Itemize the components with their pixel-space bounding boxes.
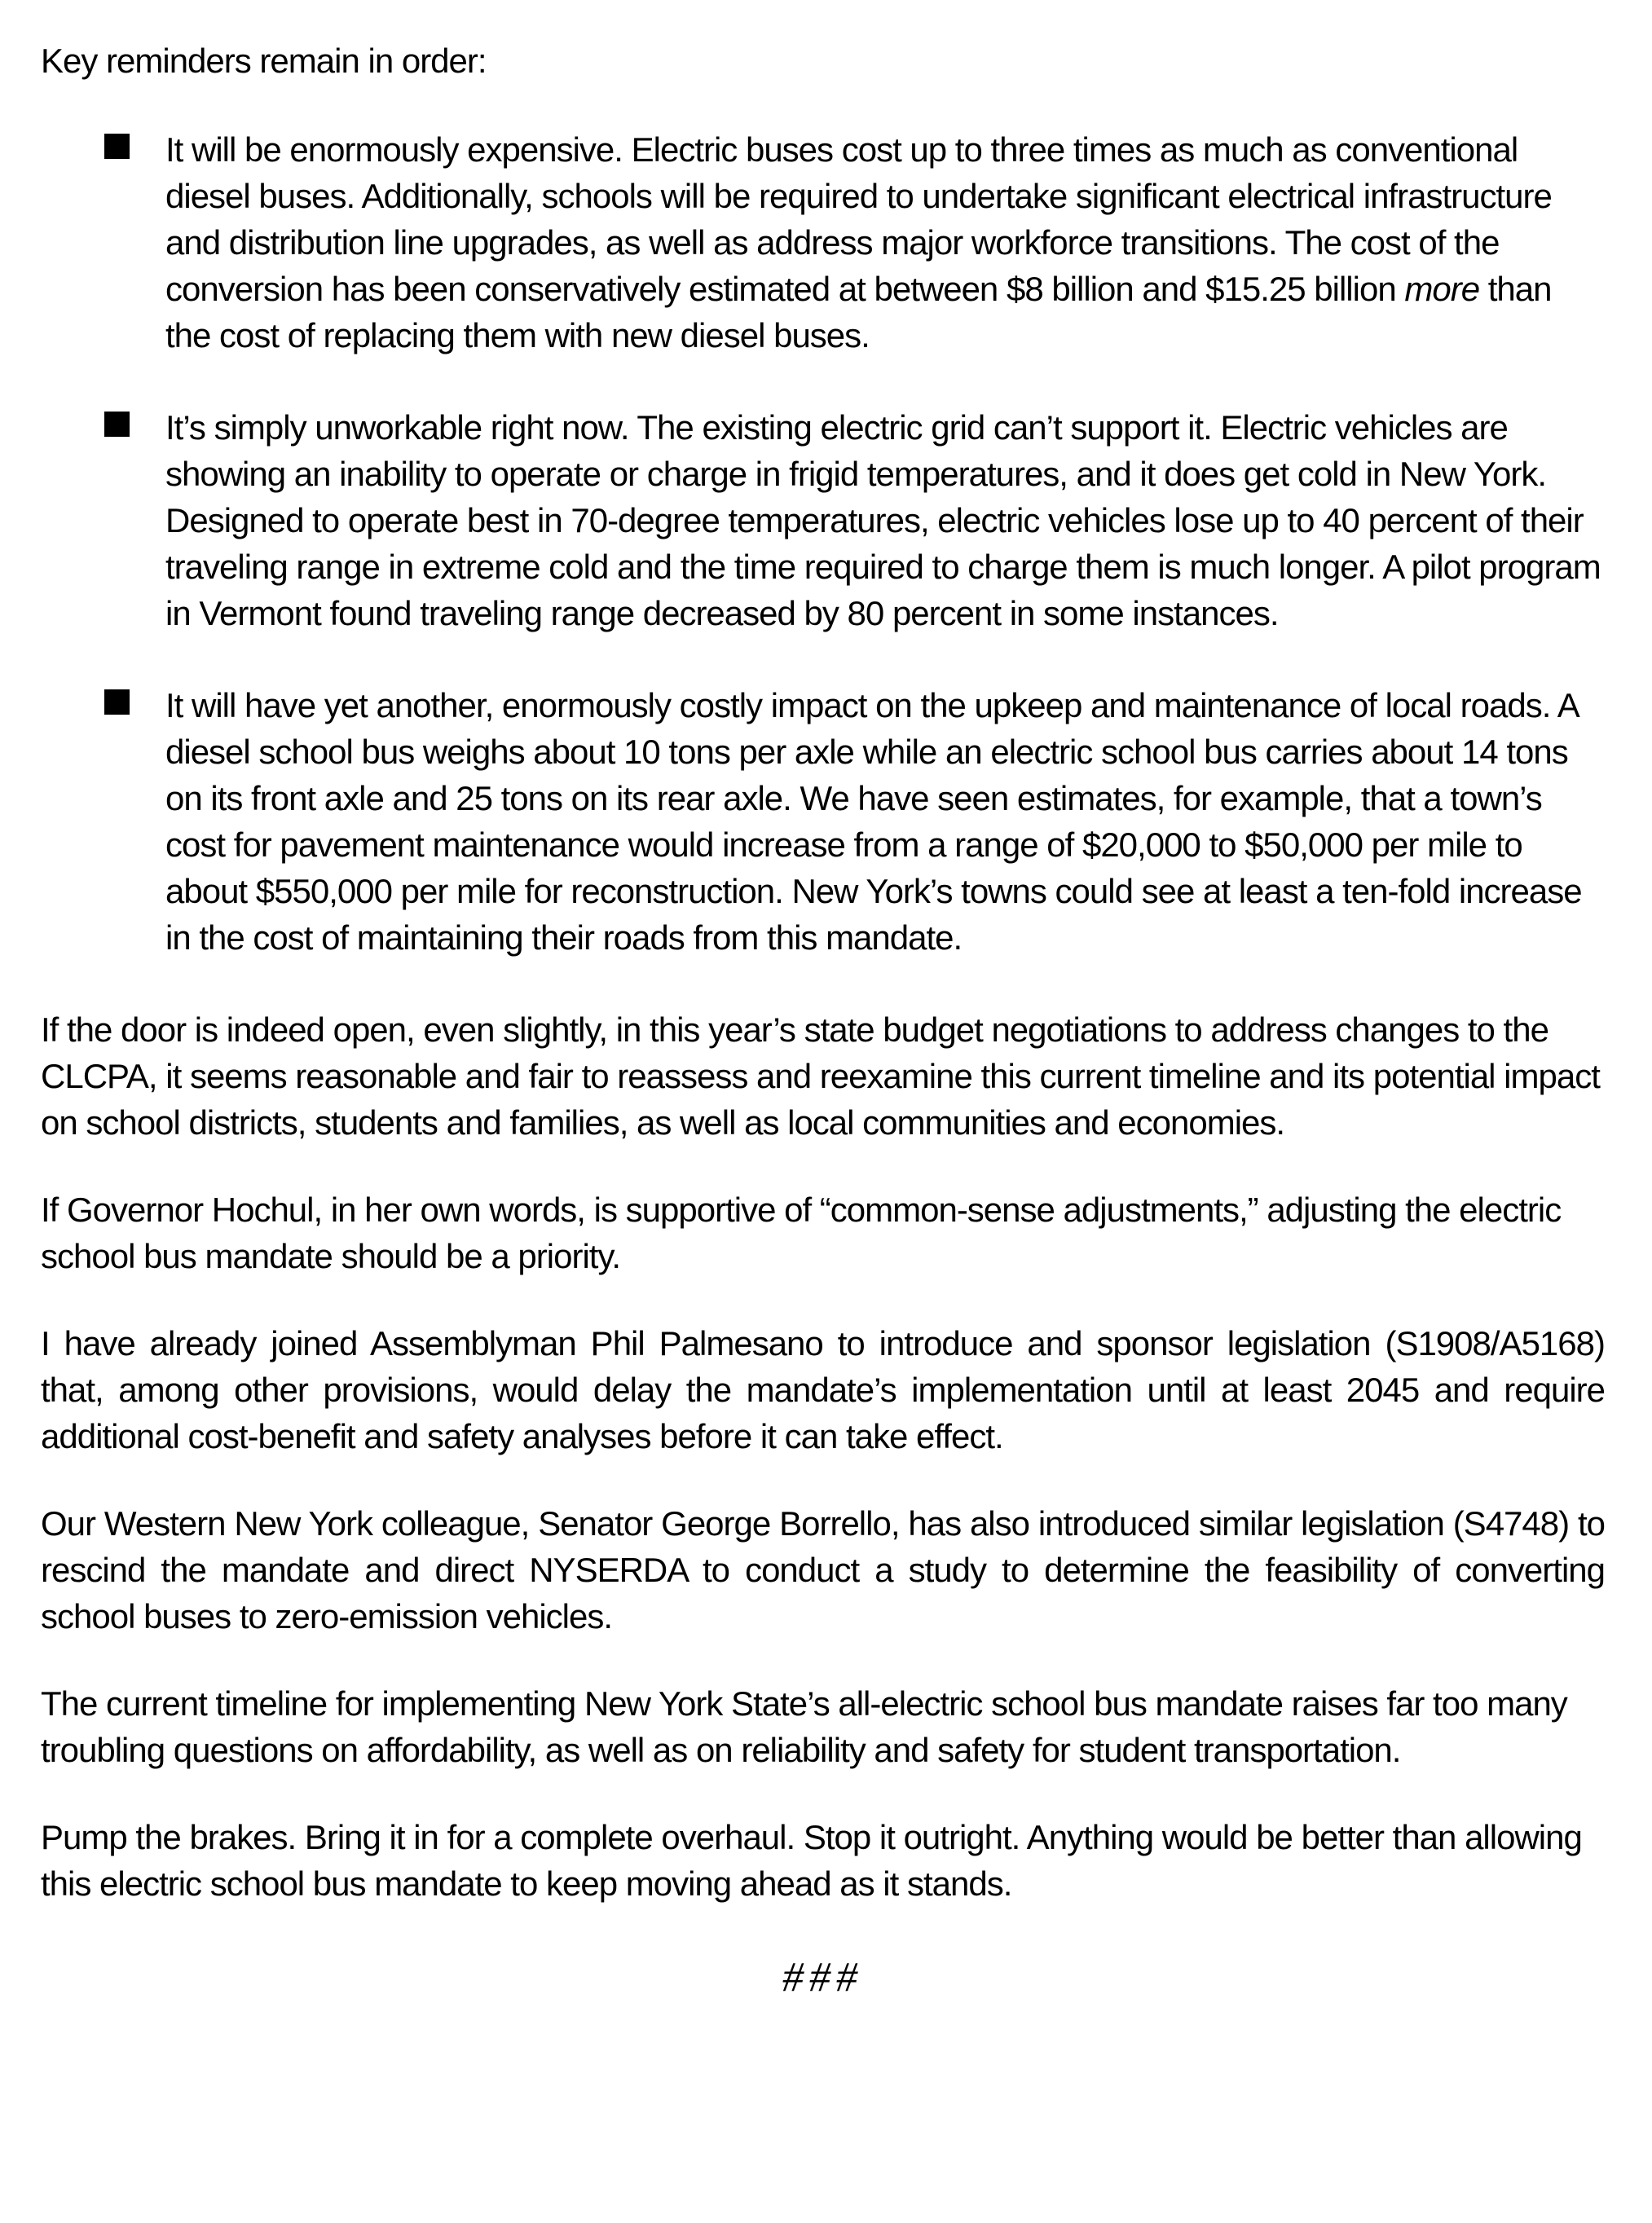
text-run: It will have yet another, enormously costly impact on the upkeep and maintenance of local roads. A diesel school bus weighs about 10 tons per axle while an electric school bus carries about 14 tons on its front axle and 25 tons on its rear axle. We have seen estimates, for example, that a town’s cost for pavement maintenance would increase from a range of $20,000 to $50,000 per mile to about $550,000 per mile for reconstruction. New York’s towns could see at least a ten-fold increase in the cost of maintaining their roads from this mandate. bbox=[165, 686, 1582, 957]
paragraph-legislation-s1908: I have already joined Assemblyman Phil Palmesano to introduce and sponsor legislation (S1908/A5168) that, among other provisions, would delay the mandate’s implementation until at least 2045 and require additional cost-benefit and safety analyses before it can take effect. bbox=[41, 1324, 1605, 1455]
intro-line: Key reminders remain in order: bbox=[41, 42, 487, 80]
paragraph-pump-the-brakes: Pump the brakes. Bring it in for a complete overhaul. Stop it outright. Anything would be better than allowing this electric school bus mandate to keep moving ahead as it stands. bbox=[41, 1818, 1582, 1903]
text-run: than the cost of replacing them with new diesel buses. bbox=[165, 270, 1552, 354]
paragraph-current-timeline: The current timeline for implementing New York State’s all-electric school bus mandate raises far too many troubling questions on affordability, as well as on reliability and safety for student transportation. bbox=[41, 1684, 1567, 1769]
text-run: It’s simply unworkable right now. The existing electric grid can’t support it. Electric vehicles are showing an inability to operate or charge in frigid temperatures, and it does get cold in New York. Designed to operate best in 70-degree temperatures, electric vehicles lose up to 40 percent of their traveling range in extreme cold and the time required to charge them is much longer. A pilot program in Vermont found traveling range decreased by 80 percent in some instances. bbox=[165, 408, 1601, 632]
bullet-square-icon bbox=[104, 134, 130, 159]
bullet-square-icon bbox=[104, 412, 130, 437]
paragraph-governor-hochul: If Governor Hochul, in her own words, is supportive of “common-sense adjustments,” adjusting the electric school bus mandate should be a priority. bbox=[41, 1191, 1562, 1275]
bullet-text-cost bbox=[165, 130, 1552, 354]
paragraph-legislation-s4748: Our Western New York colleague, Senator George Borrello, has also introduced similar legislation (S4748) to rescind the mandate and direct NYSERDA to conduct a study to determine the feasibility of converting school buses to zero-emission vehicles. bbox=[41, 1504, 1605, 1635]
bullet-text-road-maintenance bbox=[165, 686, 1582, 957]
bullet-item-grid-unworkable bbox=[41, 404, 1605, 636]
emphasized-text: more bbox=[1404, 270, 1480, 308]
text-run: It will be enormously expensive. Electric buses cost up to three times as much as conventional diesel buses. Additionally, schools will be required to undertake significant electrical infrastructure and distribution line upgrades, as well as address major workforce transitions. The cost of the conversion has been conservatively estimated at between $8 billion and $15.25 billion bbox=[165, 130, 1552, 308]
bullet-item-cost bbox=[41, 126, 1605, 359]
end-mark: ### bbox=[782, 1954, 863, 2001]
bullet-text-grid-unworkable bbox=[165, 408, 1601, 632]
bullet-square-icon bbox=[104, 689, 130, 715]
bullet-list bbox=[41, 126, 1605, 961]
paragraph-budget-negotiations: If the door is indeed open, even slightly, in this year’s state budget negotiations to address changes to the CLCPA, it seems reasonable and fair to reassess and reexamine this current timeline and its potential impact on school districts, students and families, as well as local communities and economies. bbox=[41, 1010, 1600, 1142]
bullet-item-road-maintenance bbox=[41, 682, 1605, 961]
